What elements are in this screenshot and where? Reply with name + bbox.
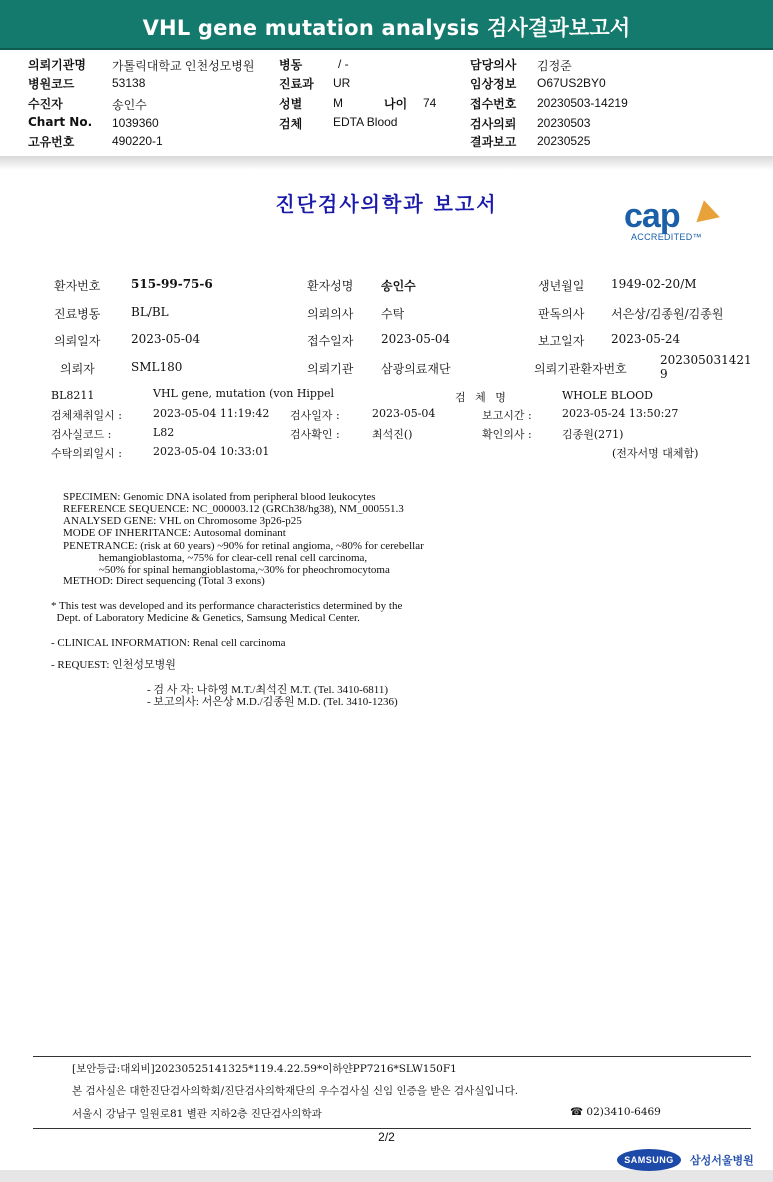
header-label: 나이 bbox=[384, 97, 408, 111]
result-line: REFERENCE SEQUENCE: NC_000003.12 (GRCh38/hg38), NM_000551.3 bbox=[63, 503, 404, 515]
header-value: 1039360 bbox=[112, 116, 159, 130]
test-value: 2023-05-04 bbox=[372, 407, 436, 420]
test-value: 2023-05-04 10:33:01 bbox=[153, 445, 270, 458]
header-label: 접수번호 bbox=[470, 97, 517, 111]
result-line: hemangioblastoma, ~75% for clear-cell renal cell carcinoma, bbox=[63, 552, 368, 564]
security-line: [보안등급:대외비]20230525141325*119.4.22.59*이하얀PP7216*SLW150F1 bbox=[72, 1063, 457, 1075]
patient-label: 보고일자 bbox=[538, 334, 585, 348]
test-label: 검사실코드 : bbox=[51, 428, 112, 441]
title-banner bbox=[0, 0, 773, 50]
header-label: 수진자 bbox=[28, 97, 63, 111]
patient-label: 의뢰기관 bbox=[307, 362, 354, 376]
specimen-value: WHOLE BLOOD bbox=[562, 389, 653, 402]
header-value: 74 bbox=[423, 96, 437, 110]
cap-triangle-icon bbox=[692, 198, 720, 223]
section-divider bbox=[0, 156, 773, 170]
patient-value: 9 bbox=[660, 367, 668, 381]
certification-line: 본 검사실은 대한진단검사의학회/진단검사의학재단의 우수검사실 신임 인증을 받은 검사실입니다. bbox=[72, 1085, 519, 1097]
header-value: 송인수 bbox=[112, 98, 147, 112]
phone-line: ☎ 02)3410-6469 bbox=[570, 1106, 661, 1118]
patient-label: 의뢰일자 bbox=[54, 334, 101, 348]
test-label: 보고시간 : bbox=[482, 409, 532, 422]
result-line: ANALYSED GENE: VHL on Chromosome 3p26-p25 bbox=[63, 515, 302, 527]
patient-value: 수탁 bbox=[381, 307, 405, 321]
address-line: 서울시 강남구 일원로81 별관 지하2층 진단검사의학과 bbox=[72, 1108, 322, 1120]
result-line: ~50% for spinal hemangioblastoma,~30% for pheochromocytoma bbox=[63, 564, 390, 576]
result-line: SPECIMEN: Genomic DNA isolated from peripheral blood leukocytes bbox=[63, 491, 376, 503]
header-label: 임상정보 bbox=[470, 77, 517, 91]
header-value: 490220-1 bbox=[112, 134, 163, 148]
patient-label: 의뢰의사 bbox=[307, 307, 354, 321]
header-value: 20230503-14219 bbox=[537, 96, 628, 110]
hospital-name: 삼성서울병원 bbox=[690, 1154, 754, 1167]
patient-name: 송인수 bbox=[381, 279, 416, 293]
request-info: - REQUEST: 인천성모병원 bbox=[51, 659, 176, 671]
header-value: / - bbox=[338, 57, 349, 71]
patient-value: 서은상/김종원/김종원 bbox=[611, 307, 724, 321]
patient-value: SML180 bbox=[131, 360, 183, 374]
header-value: O67US2BY0 bbox=[537, 76, 606, 90]
header-value: 53138 bbox=[112, 76, 146, 90]
test-value: 김종원(271) bbox=[562, 428, 624, 441]
header-label: 결과보고 bbox=[470, 135, 517, 149]
test-code: BL8211 bbox=[51, 389, 95, 402]
header-label: 성별 bbox=[279, 97, 303, 111]
header-label: 병원코드 bbox=[28, 77, 75, 91]
patient-label: 생년월일 bbox=[538, 279, 585, 293]
patient-label: 의뢰자 bbox=[60, 362, 95, 376]
footer-rule bbox=[33, 1128, 751, 1129]
test-value: L82 bbox=[153, 426, 175, 439]
patient-value: 삼광의료재단 bbox=[381, 362, 451, 376]
patient-number: 515-99-75-6 bbox=[131, 277, 213, 291]
test-label: 수탁의뢰일시 : bbox=[51, 447, 122, 460]
header-value: UR bbox=[333, 76, 351, 90]
test-name: VHL gene, mutation (von Hippel bbox=[153, 387, 335, 400]
result-line: MODE OF INHERITANCE: Autosomal dominant bbox=[63, 527, 286, 539]
header-label: 의뢰기관명 bbox=[28, 58, 86, 72]
footer-rule bbox=[33, 1056, 751, 1057]
patient-value: BL/BL bbox=[131, 305, 169, 319]
cap-logo-subtitle: ACCREDITED™ bbox=[631, 232, 702, 242]
patient-value: 2023-05-04 bbox=[381, 332, 451, 346]
header-label: 검사의뢰 bbox=[470, 117, 517, 131]
bottom-bar bbox=[0, 1170, 773, 1182]
test-value: 2023-05-24 13:50:27 bbox=[562, 407, 679, 420]
header-value: 20230503 bbox=[537, 116, 591, 130]
header-label: 담당의사 bbox=[470, 58, 517, 72]
result-line: METHOD: Direct sequencing (Total 3 exons) bbox=[63, 575, 265, 587]
header-label: 고유번호 bbox=[28, 135, 75, 149]
patient-label: 판독의사 bbox=[538, 307, 585, 321]
patient-value: 2023-05-04 bbox=[131, 332, 201, 346]
disclaimer-note: Dept. of Laboratory Medicine & Genetics, Samsung Medical Center. bbox=[51, 612, 360, 624]
test-label: 검체채취일시 : bbox=[51, 409, 122, 422]
patient-label: 환자성명 bbox=[307, 279, 354, 293]
document-title: VHL gene mutation analysis 검사결과보고서 bbox=[142, 16, 631, 40]
examiner-info: - 검 사 자: 나하영 M.T./최석진 M.T. (Tel. 3410-6811) bbox=[147, 684, 388, 696]
e-signature-note: (전자서명 대체함) bbox=[612, 447, 699, 460]
patient-label: 의뢰기관환자번호 bbox=[534, 362, 627, 376]
header-value: 김정준 bbox=[537, 59, 572, 73]
test-label: 검사일자 : bbox=[290, 409, 340, 422]
header-value: 20230525 bbox=[537, 134, 591, 148]
test-label: 검사확인 : bbox=[290, 428, 340, 441]
patient-value: 1949-02-20/M bbox=[611, 277, 697, 291]
header-label: Chart No. bbox=[28, 115, 93, 129]
page-number: 2/2 bbox=[378, 1130, 395, 1144]
report-title: 진단검사의학과 보고서 bbox=[275, 192, 498, 216]
patient-label: 접수일자 bbox=[307, 334, 354, 348]
patient-label: 진료병동 bbox=[54, 307, 101, 321]
clinical-information: - CLINICAL INFORMATION: Renal cell carcinoma bbox=[51, 637, 286, 649]
header-value: 가톨릭대학교 인천성모병원 bbox=[112, 59, 255, 73]
header-value: EDTA Blood bbox=[333, 115, 398, 129]
cap-accredited-logo bbox=[624, 196, 734, 246]
test-label: 확인의사 : bbox=[482, 428, 532, 441]
result-line: PENETRANCE: (risk at 60 years) ~90% for retinal angioma, ~80% for cerebellar bbox=[63, 540, 424, 552]
header-label: 검체 bbox=[279, 117, 303, 131]
specimen-label: 검 체 명 bbox=[455, 391, 509, 404]
patient-label: 환자번호 bbox=[54, 279, 101, 293]
disclaimer-note: * This test was developed and its performance characteristics determined by the bbox=[51, 600, 403, 612]
test-value: 최석진() bbox=[372, 428, 413, 441]
header-value: M bbox=[333, 96, 343, 110]
patient-value: 2023-05-24 bbox=[611, 332, 681, 346]
patient-value: 202305031421 bbox=[660, 353, 752, 367]
header-label: 병동 bbox=[279, 58, 303, 72]
samsung-logo: SAMSUNG bbox=[617, 1149, 681, 1171]
header-label: 진료과 bbox=[279, 77, 314, 91]
cap-logo-word: cap bbox=[624, 197, 680, 235]
reporter-info: - 보고의사: 서은상 M.D./김종원 M.D. (Tel. 3410-1236) bbox=[147, 696, 398, 708]
test-value: 2023-05-04 11:19:42 bbox=[153, 407, 270, 420]
